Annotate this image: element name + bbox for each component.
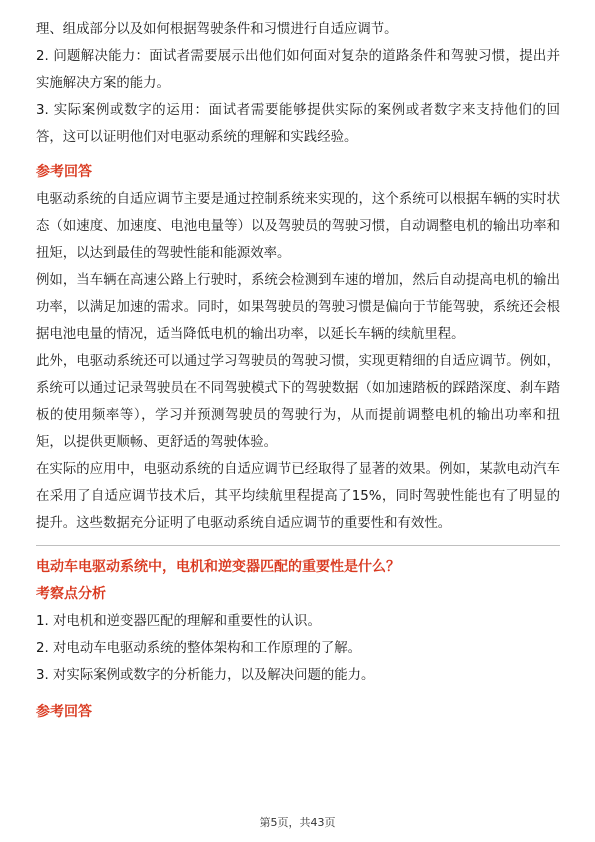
answer-heading-2: 参考回答 [36, 704, 92, 720]
analysis-heading: 考察点分析 [36, 586, 106, 602]
answer-heading: 参考回答 [36, 164, 92, 180]
page-number: 第5页，共43页 [259, 816, 336, 829]
intro-line-1: 理、组成部分以及如何根据驾驶条件和习惯进行自适应调节。 [36, 22, 398, 37]
intro-point-2: 2. 问题解决能力：面试者需要展示出他们如何面对复杂的道路条件和驾驶习惯，提出并实施解决方案的能力。 [36, 49, 560, 91]
section-divider [36, 545, 560, 546]
intro-point-3: 3. 实际案例或数字的运用：面试者需要能够提供实际的案例或者数字来支持他们的回答，这可以证明他们对电驱动系统的理解和实践经验。 [36, 103, 560, 145]
answer-paragraph-1: 电驱动系统的自适应调节主要是通过控制系统来实现的，这个系统可以根据车辆的实时状态（如速度、加速度、电池电量等）以及驾驶员的驾驶习惯，自动调整电机的输出功率和扭矩，以达到最佳的驾驶性能和能源效率。 [36, 192, 560, 261]
analysis-point-2: 2. 对电动车电驱动系统的整体架构和工作原理的了解。 [36, 641, 362, 656]
document-page [36, 0, 560, 726]
analysis-point-3: 3. 对实际案例或数字的分析能力，以及解决问题的能力。 [36, 668, 375, 683]
analysis-point-1: 1. 对电机和逆变器匹配的理解和重要性的认识。 [36, 614, 321, 629]
answer-paragraph-4: 在实际的应用中，电驱动系统的自适应调节已经取得了显著的效果。例如，某款电动汽车在采用了自适应调节技术后，其平均续航里程提高了15%，同时驾驶性能也有了明显的提升。这些数据充分证明了电驱动系统自适应调节的重要性和有效性。 [36, 462, 560, 531]
answer-paragraph-2: 例如，当车辆在高速公路上行驶时，系统会检测到车速的增加，然后自动提高电机的输出功率，以满足加速的需求。同时，如果驾驶员的驾驶习惯是偏向于节能驾驶，系统还会根据电池电量的情况，适当降低电机的输出功率，以延长车辆的续航里程。 [36, 273, 560, 342]
answer-paragraph-3: 此外，电驱动系统还可以通过学习驾驶员的驾驶习惯，实现更精细的自适应调节。例如，系统可以通过记录驾驶员在不同驾驶模式下的驾驶数据（如加速踏板的踩踏深度、刹车踏板的使用频率等），学习并预测驾驶员的驾驶行为，从而提前调整电机的输出功率和扭矩，以提供更顺畅、更舒适的驾驶体验。 [36, 354, 560, 450]
question-title: 电动车电驱动系统中，电机和逆变器匹配的重要性是什么？ [36, 559, 400, 575]
